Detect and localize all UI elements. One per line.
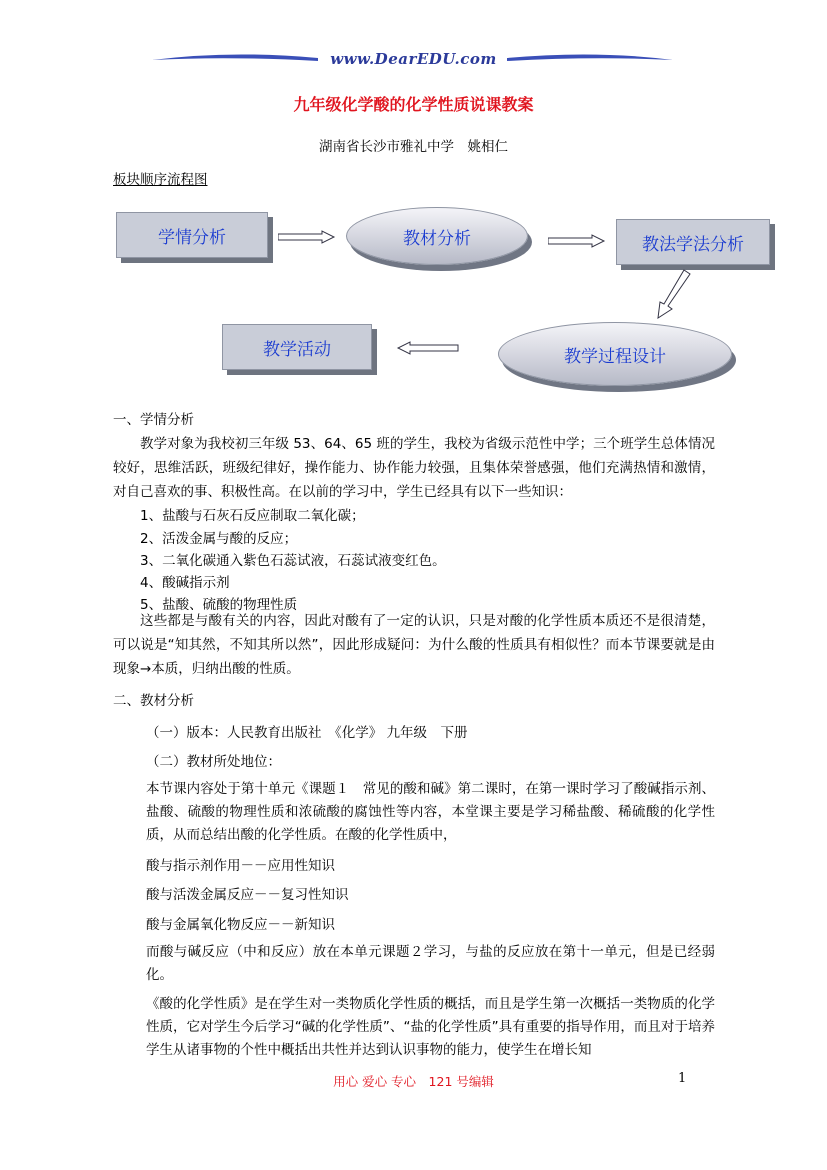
node-student-analysis-label: 学情分析 <box>158 227 226 248</box>
section1-item-2: 2、活泼金属与酸的反应； <box>140 531 298 547</box>
section1-item-3: 3、二氧化碳通入紫色石蕊试液，石蕊试液变红色。 <box>140 553 446 569</box>
header-site-logo: www.DearEDU.com <box>330 50 497 68</box>
section2-importance: 《酸的化学性质》是在学生对一类物质化学性质的概括，而且是学生第一次概括一类物质的化学性质，它对学生今后学习“碱的化学性质”、“盐的化学性质”具有重要的指导作用，而且对于培养学生从诸事物的个性中概括出共性并达到认识事物的能力，使学生在增长知 <box>146 996 715 1058</box>
section2-position-heading: （二）教材所处地位： <box>146 754 281 770</box>
section1-intro: 教学对象为我校初三年级 53、64、65 班的学生，我校为省级示范性中学；三个班学生总体情况较好，思维活跃，班级纪律好，操作能力、协作能力较强，且集体荣誉感强，他们充满热情和激情，对自己喜欢的事、积极性高。在以前的学习中，学生已经具有以下一些知识： <box>113 436 715 500</box>
node-process-design <box>498 322 732 386</box>
footer-text: 用心 爱心 专心 121 号编辑 <box>333 1074 494 1089</box>
node-process-design-label: 教学过程设计 <box>564 346 666 367</box>
flowchart-heading: 板块顺序流程图 <box>113 172 208 188</box>
section2-heading: 二、教材分析 <box>113 693 194 709</box>
section2-position-text: 本节课内容处于第十单元《课题１ 常见的酸和碱》第二课时，在第一课时学习了酸碱指示剂、盐酸、硫酸的物理性质和浓硫酸的腐蚀性等内容，本堂课主要是学习稀盐酸、稀硫酸的化学性质，从而总结出酸的化学性质。在酸的化学性质中， <box>146 781 715 843</box>
author-line: 湖南省长沙市雅礼中学 姚相仁 <box>319 139 508 155</box>
section1-item-4: 4、酸碱指示剂 <box>140 575 230 591</box>
section2-list-item-3: 酸与金属氧化物反应－－新知识 <box>146 917 335 933</box>
page-number: 1 <box>678 1071 687 1086</box>
section2-neutralization: 而酸与碱反应（中和反应）放在本单元课题２学习，与盐的反应放在第十一单元，但是已经弱化。 <box>146 944 715 983</box>
section2-list-item-2: 酸与活泼金属反应－－复习性知识 <box>146 887 349 903</box>
section1-heading: 一、学情分析 <box>113 412 194 428</box>
node-student-analysis <box>116 212 268 258</box>
node-teaching-activity-label: 教学活动 <box>263 339 331 360</box>
node-textbook-analysis <box>346 207 528 265</box>
node-teaching-activity <box>222 324 372 370</box>
arrow-student-to-textbook <box>278 230 336 244</box>
arrow-method-to-process <box>654 268 694 320</box>
section2-version: （一）版本：人民教育出版社 《化学》 九年级 下册 <box>146 725 468 741</box>
arrow-process-to-activity <box>396 341 460 355</box>
section1-conclusion: 这些都是与酸有关的内容，因此对酸有了一定的认识，只是对酸的化学性质本质还不是很清楚，可以说是“知其然，不知其所以然”，因此形成疑问：为什么酸的性质具有相似性？而本节课要就是由现象→本质，归纳出酸的性质。 <box>113 613 715 677</box>
node-textbook-analysis-label: 教材分析 <box>403 228 471 249</box>
node-method-analysis-label: 教法学法分析 <box>642 234 744 255</box>
section1-item-1: 1、盐酸与石灰石反应制取二氧化碳； <box>140 508 365 524</box>
arrow-textbook-to-method <box>548 234 606 248</box>
section1-item-5: 5、盐酸、硫酸的物理性质 <box>140 597 298 613</box>
node-method-analysis <box>616 219 770 265</box>
section2-list-item-1: 酸与指示剂作用－－应用性知识 <box>146 858 335 874</box>
page-title: 九年级化学酸的化学性质说课教案 <box>293 95 534 114</box>
